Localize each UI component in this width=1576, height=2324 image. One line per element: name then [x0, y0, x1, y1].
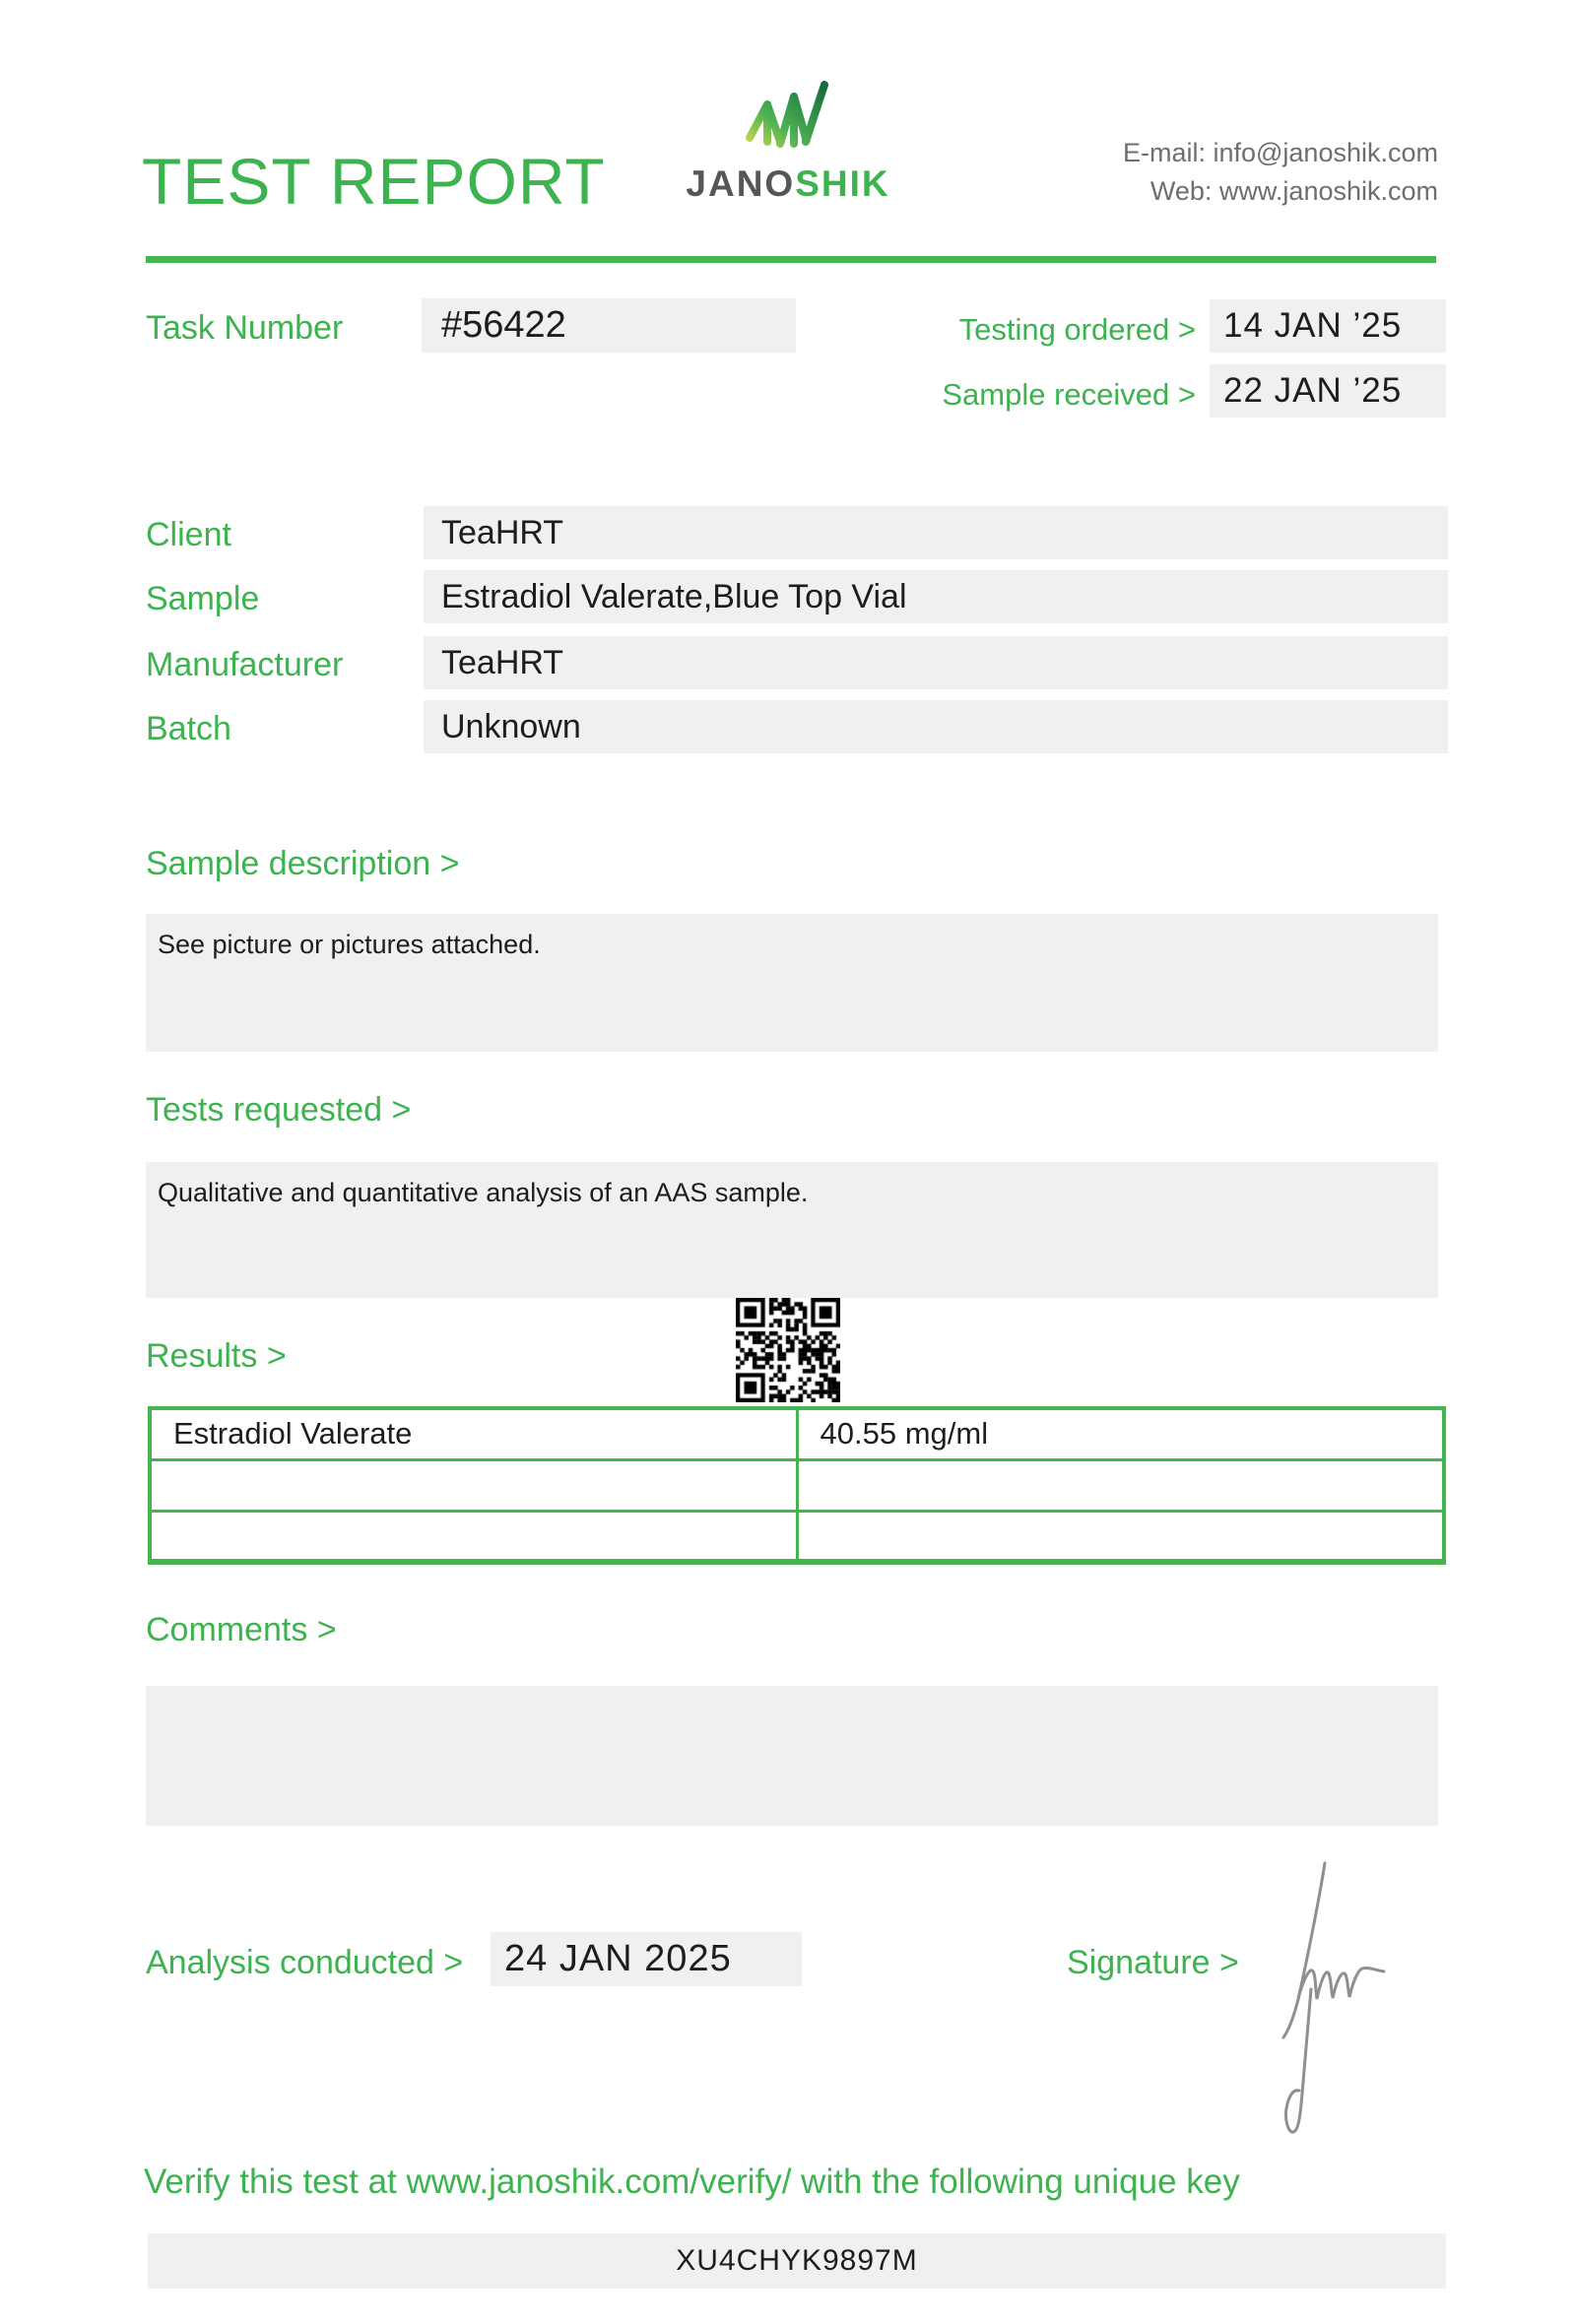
- testing-ordered-value: 14 JAN ’25: [1210, 299, 1446, 353]
- task-number-label: Task Number: [146, 309, 344, 347]
- result-name-cell: [150, 1459, 797, 1511]
- tests-requested-heading: Tests requested >: [146, 1091, 412, 1129]
- sample-description-heading: Sample description >: [146, 845, 460, 882]
- manufacturer-value: TeaHRT: [424, 636, 1448, 689]
- results-heading: Results >: [146, 1337, 287, 1375]
- sample-value: Estradiol Valerate,Blue Top Vial: [424, 570, 1448, 623]
- result-value-cell: 40.55 mg/ml: [797, 1408, 1444, 1459]
- unique-key-value: XU4CHYK9897M: [148, 2233, 1446, 2289]
- chart-arrow-icon: [745, 79, 831, 156]
- signature-image: [1266, 1843, 1433, 2139]
- verify-text: Verify this test at www.janoshik.com/verify/ with the following unique key: [144, 2163, 1240, 2201]
- sample-description-box: [146, 914, 1438, 1052]
- page-title: TEST REPORT: [142, 145, 606, 218]
- analysis-conducted-value: 24 JAN 2025: [491, 1932, 802, 1986]
- sample-received-value: 22 JAN ’25: [1210, 364, 1446, 418]
- results-table: [148, 1406, 1446, 1565]
- client-label: Client: [146, 516, 231, 553]
- sample-label: Sample: [146, 580, 260, 617]
- tests-requested-box: [146, 1162, 1438, 1298]
- sample-description-text: See picture or pictures attached.: [158, 930, 541, 959]
- qr-code: [736, 1298, 840, 1402]
- comments-heading: Comments >: [146, 1611, 337, 1648]
- header-divider-rule: [146, 256, 1436, 263]
- logo-text-shik: SHIK: [795, 163, 890, 204]
- batch-value: Unknown: [424, 700, 1448, 753]
- results-row: [150, 1511, 1444, 1562]
- contact-web: Web: www.janoshik.com: [1149, 176, 1438, 206]
- logo-wordmark: [670, 163, 906, 205]
- testing-ordered-label: Testing ordered >: [958, 312, 1196, 347]
- manufacturer-label: Manufacturer: [146, 646, 344, 683]
- sample-received-label: Sample received >: [942, 377, 1196, 412]
- result-name-cell: Estradiol Valerate: [150, 1408, 797, 1459]
- comments-box: [146, 1686, 1438, 1826]
- analysis-conducted-label: Analysis conducted >: [146, 1944, 464, 1981]
- brand-logo: [670, 79, 906, 205]
- results-row: [150, 1408, 1444, 1459]
- task-number-value: #56422: [422, 298, 796, 353]
- tests-requested-text: Qualitative and quantitative analysis of an AAS sample.: [158, 1178, 809, 1207]
- result-value-cell: [797, 1459, 1444, 1511]
- contact-email: E-mail: info@janoshik.com: [1122, 138, 1438, 167]
- result-value-cell: [797, 1511, 1444, 1562]
- logo-text-jano: JANO: [686, 163, 796, 204]
- result-name-cell: [150, 1511, 797, 1562]
- client-value: TeaHRT: [424, 506, 1448, 559]
- signature-label: Signature >: [1067, 1944, 1239, 1981]
- contact-block: [1123, 134, 1438, 211]
- results-row: [150, 1459, 1444, 1511]
- batch-label: Batch: [146, 710, 231, 747]
